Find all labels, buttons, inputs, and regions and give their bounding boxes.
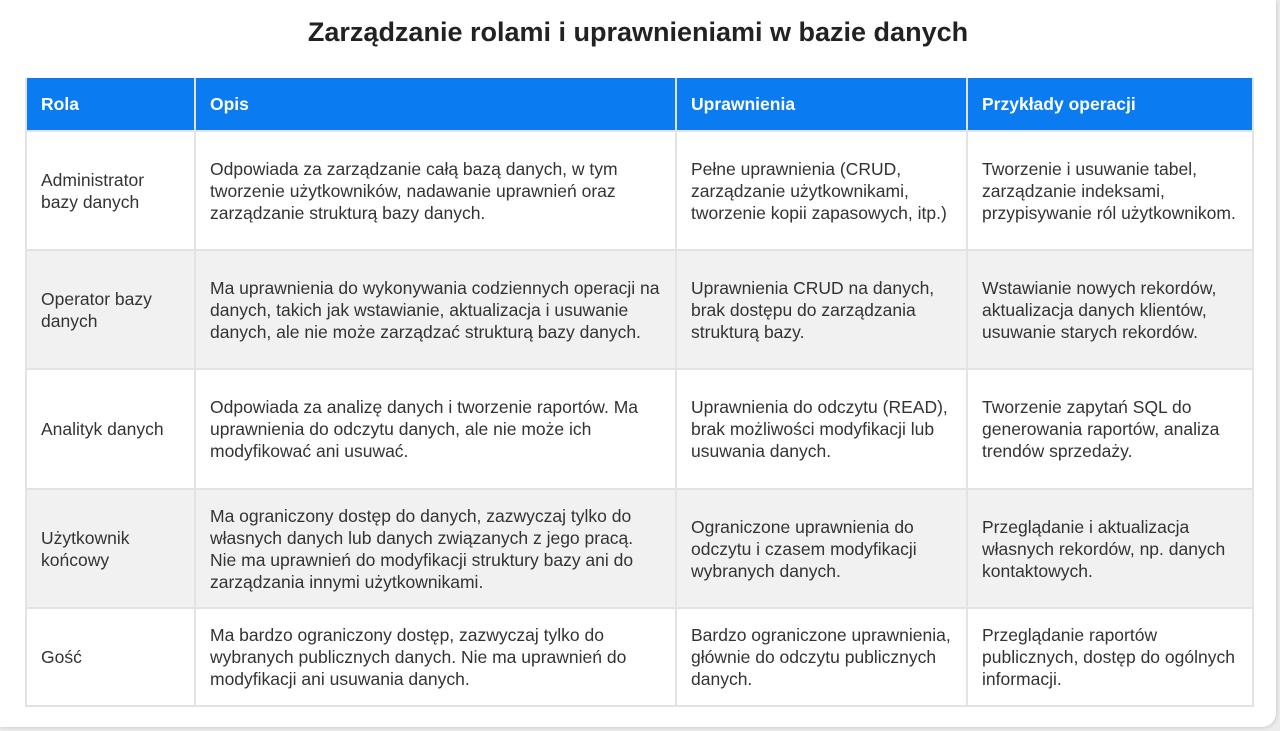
cell-permissions: Uprawnienia do odczytu (READ), brak możliwości modyfikacji lub usuwania danych. bbox=[676, 369, 967, 489]
table-row bbox=[26, 369, 1253, 489]
table-row bbox=[26, 489, 1253, 608]
cell-role: Administrator bazy danych bbox=[26, 131, 195, 250]
cell-role: Operator bazy danych bbox=[26, 250, 195, 369]
cell-example-operations: Przeglądanie raportów publicznych, dostęp do ogólnych informacji. bbox=[967, 608, 1253, 706]
roles-table bbox=[25, 78, 1254, 707]
cell-description: Ma ograniczony dostęp do danych, zazwyczaj tylko do własnych danych lub danych związanych z jego pracą. Nie ma uprawnień do modyfikacji struktury bazy ani do zarządzania innymi użytkownikami. bbox=[195, 489, 676, 608]
cell-example-operations: Tworzenie i usuwanie tabel, zarządzanie indeksami, przypisywanie ról użytkownikom. bbox=[967, 131, 1253, 250]
header-example-operations: Przykłady operacji bbox=[967, 78, 1253, 131]
cell-example-operations: Tworzenie zapytań SQL do generowania raportów, analiza trendów sprzedaży. bbox=[967, 369, 1253, 489]
cell-permissions: Uprawnienia CRUD na danych, brak dostępu do zarządzania strukturą bazy. bbox=[676, 250, 967, 369]
header-role: Rola bbox=[26, 78, 195, 131]
cell-role: Analityk danych bbox=[26, 369, 195, 489]
table-row bbox=[26, 608, 1253, 706]
cell-permissions: Pełne uprawnienia (CRUD, zarządzanie użytkownikami, tworzenie kopii zapasowych, itp.) bbox=[676, 131, 967, 250]
cell-role: Gość bbox=[26, 608, 195, 706]
header-description: Opis bbox=[195, 78, 676, 131]
cell-description: Ma bardzo ograniczony dostęp, zazwyczaj tylko do wybranych publicznych danych. Nie ma uprawnień do modyfikacji ani usuwania danych. bbox=[195, 608, 676, 706]
cell-description: Ma uprawnienia do wykonywania codziennych operacji na danych, takich jak wstawianie, aktualizacja i usuwanie danych, ale nie może zarządzać strukturą bazy danych. bbox=[195, 250, 676, 369]
cell-description: Odpowiada za analizę danych i tworzenie raportów. Ma uprawnienia do odczytu danych, ale nie może ich modyfikować ani usuwać. bbox=[195, 369, 676, 489]
header-permissions: Uprawnienia bbox=[676, 78, 967, 131]
table-row bbox=[26, 131, 1253, 250]
table-body bbox=[26, 131, 1253, 706]
cell-permissions: Bardzo ograniczone uprawnienia, głównie do odczytu publicznych danych. bbox=[676, 608, 967, 706]
page-title: Zarządzanie rolami i uprawnieniami w bazie danych bbox=[307, 17, 969, 47]
cell-example-operations: Wstawianie nowych rekordów, aktualizacja danych klientów, usuwanie starych rekordów. bbox=[967, 250, 1253, 369]
cell-example-operations: Przeglądanie i aktualizacja własnych rekordów, np. danych kontaktowych. bbox=[967, 489, 1253, 608]
cell-permissions: Ograniczone uprawnienia do odczytu i czasem modyfikacji wybranych danych. bbox=[676, 489, 967, 608]
table-row bbox=[26, 250, 1253, 369]
header-row bbox=[26, 78, 1253, 131]
cell-description: Odpowiada za zarządzanie całą bazą danych, w tym tworzenie użytkowników, nadawanie uprawnień oraz zarządzanie strukturą bazy danych. bbox=[195, 131, 676, 250]
cell-role: Użytkownik końcowy bbox=[26, 489, 195, 608]
table-header bbox=[26, 78, 1253, 131]
